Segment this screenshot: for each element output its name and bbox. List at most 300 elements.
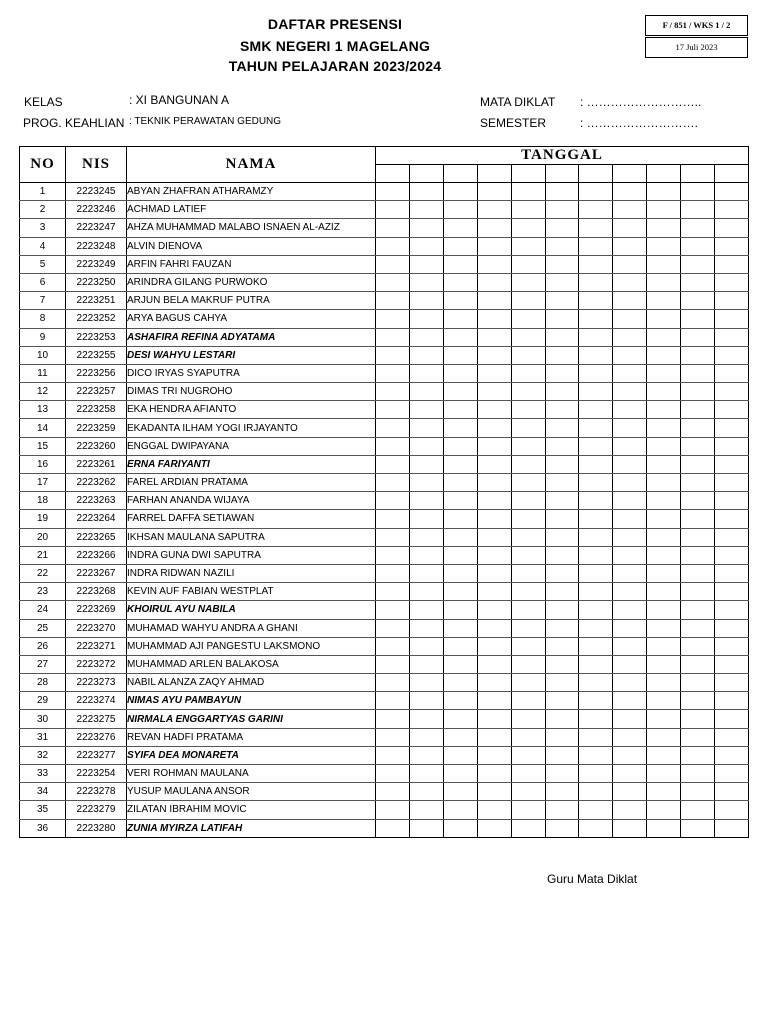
attendance-cell[interactable] [409,437,443,455]
attendance-cell[interactable] [681,510,715,528]
attendance-cell[interactable] [681,455,715,473]
attendance-cell[interactable] [376,237,410,255]
attendance-cell[interactable] [477,710,511,728]
attendance-cell[interactable] [376,692,410,710]
attendance-cell[interactable] [511,255,545,273]
attendance-cell[interactable] [579,474,613,492]
attendance-cell[interactable] [613,710,647,728]
attendance-cell[interactable] [443,783,477,801]
attendance-cell[interactable] [613,601,647,619]
attendance-cell[interactable] [613,255,647,273]
attendance-cell[interactable] [681,583,715,601]
attendance-cell[interactable] [613,455,647,473]
attendance-cell[interactable] [376,183,410,201]
attendance-cell[interactable] [545,419,579,437]
attendance-cell[interactable] [511,364,545,382]
attendance-cell[interactable] [477,419,511,437]
attendance-cell[interactable] [579,583,613,601]
attendance-cell[interactable] [579,219,613,237]
attendance-cell[interactable] [477,765,511,783]
attendance-cell[interactable] [443,328,477,346]
attendance-cell[interactable] [647,237,681,255]
attendance-cell[interactable] [715,564,749,582]
attendance-cell[interactable] [579,255,613,273]
attendance-cell[interactable] [545,583,579,601]
attendance-cell[interactable] [511,746,545,764]
attendance-cell[interactable] [715,746,749,764]
attendance-cell[interactable] [647,310,681,328]
attendance-cell[interactable] [613,564,647,582]
attendance-cell[interactable] [376,801,410,819]
attendance-cell[interactable] [715,819,749,837]
attendance-cell[interactable] [647,292,681,310]
date-column-header[interactable] [613,165,647,183]
attendance-cell[interactable] [715,728,749,746]
attendance-cell[interactable] [409,510,443,528]
attendance-cell[interactable] [376,510,410,528]
attendance-cell[interactable] [511,692,545,710]
attendance-cell[interactable] [511,583,545,601]
attendance-cell[interactable] [443,364,477,382]
attendance-cell[interactable] [443,692,477,710]
attendance-cell[interactable] [511,346,545,364]
attendance-cell[interactable] [579,546,613,564]
attendance-cell[interactable] [681,801,715,819]
attendance-cell[interactable] [376,746,410,764]
attendance-cell[interactable] [376,637,410,655]
attendance-cell[interactable] [545,237,579,255]
attendance-cell[interactable] [545,783,579,801]
attendance-cell[interactable] [613,546,647,564]
attendance-cell[interactable] [613,437,647,455]
attendance-cell[interactable] [443,201,477,219]
attendance-cell[interactable] [376,474,410,492]
attendance-cell[interactable] [681,692,715,710]
attendance-cell[interactable] [545,219,579,237]
attendance-cell[interactable] [477,528,511,546]
attendance-cell[interactable] [545,746,579,764]
attendance-cell[interactable] [681,310,715,328]
date-column-header[interactable] [443,165,477,183]
attendance-cell[interactable] [715,437,749,455]
attendance-cell[interactable] [681,255,715,273]
date-column-header[interactable] [715,165,749,183]
attendance-cell[interactable] [715,455,749,473]
attendance-cell[interactable] [647,346,681,364]
attendance-cell[interactable] [409,328,443,346]
attendance-cell[interactable] [579,492,613,510]
attendance-cell[interactable] [579,183,613,201]
attendance-cell[interactable] [443,310,477,328]
attendance-cell[interactable] [613,328,647,346]
attendance-cell[interactable] [477,383,511,401]
date-column-header[interactable] [511,165,545,183]
attendance-cell[interactable] [443,746,477,764]
attendance-cell[interactable] [477,783,511,801]
attendance-cell[interactable] [647,710,681,728]
attendance-cell[interactable] [545,637,579,655]
attendance-cell[interactable] [511,637,545,655]
attendance-cell[interactable] [409,346,443,364]
attendance-cell[interactable] [715,765,749,783]
attendance-cell[interactable] [443,728,477,746]
date-column-header[interactable] [681,165,715,183]
attendance-cell[interactable] [579,801,613,819]
attendance-cell[interactable] [443,455,477,473]
attendance-cell[interactable] [715,637,749,655]
attendance-cell[interactable] [409,619,443,637]
attendance-cell[interactable] [511,292,545,310]
attendance-cell[interactable] [579,510,613,528]
attendance-cell[interactable] [647,674,681,692]
attendance-cell[interactable] [443,619,477,637]
attendance-cell[interactable] [443,492,477,510]
attendance-cell[interactable] [409,783,443,801]
attendance-cell[interactable] [477,201,511,219]
attendance-cell[interactable] [715,492,749,510]
attendance-cell[interactable] [613,746,647,764]
attendance-cell[interactable] [613,383,647,401]
attendance-cell[interactable] [545,510,579,528]
attendance-cell[interactable] [511,401,545,419]
attendance-cell[interactable] [715,583,749,601]
attendance-cell[interactable] [681,546,715,564]
attendance-cell[interactable] [409,546,443,564]
attendance-cell[interactable] [409,474,443,492]
attendance-cell[interactable] [613,219,647,237]
attendance-cell[interactable] [681,710,715,728]
attendance-cell[interactable] [715,601,749,619]
attendance-cell[interactable] [647,219,681,237]
attendance-cell[interactable] [647,728,681,746]
attendance-cell[interactable] [579,655,613,673]
attendance-cell[interactable] [443,292,477,310]
attendance-cell[interactable] [477,819,511,837]
attendance-cell[interactable] [409,364,443,382]
attendance-cell[interactable] [443,510,477,528]
attendance-cell[interactable] [477,692,511,710]
attendance-cell[interactable] [376,674,410,692]
attendance-cell[interactable] [715,237,749,255]
attendance-cell[interactable] [376,310,410,328]
attendance-cell[interactable] [613,765,647,783]
attendance-cell[interactable] [376,728,410,746]
attendance-cell[interactable] [579,437,613,455]
attendance-cell[interactable] [715,328,749,346]
attendance-cell[interactable] [647,801,681,819]
attendance-cell[interactable] [477,564,511,582]
attendance-cell[interactable] [681,528,715,546]
attendance-cell[interactable] [647,474,681,492]
attendance-cell[interactable] [613,583,647,601]
attendance-cell[interactable] [409,765,443,783]
attendance-cell[interactable] [715,419,749,437]
attendance-cell[interactable] [613,674,647,692]
attendance-cell[interactable] [715,292,749,310]
attendance-cell[interactable] [443,183,477,201]
attendance-cell[interactable] [443,419,477,437]
attendance-cell[interactable] [545,328,579,346]
attendance-cell[interactable] [545,437,579,455]
attendance-cell[interactable] [579,364,613,382]
attendance-cell[interactable] [477,255,511,273]
attendance-cell[interactable] [477,492,511,510]
attendance-cell[interactable] [545,492,579,510]
attendance-cell[interactable] [443,237,477,255]
attendance-cell[interactable] [647,455,681,473]
attendance-cell[interactable] [409,601,443,619]
attendance-cell[interactable] [545,255,579,273]
attendance-cell[interactable] [376,437,410,455]
date-column-header[interactable] [376,165,410,183]
attendance-cell[interactable] [443,601,477,619]
attendance-cell[interactable] [647,273,681,291]
attendance-cell[interactable] [681,564,715,582]
attendance-cell[interactable] [511,674,545,692]
attendance-cell[interactable] [647,328,681,346]
attendance-cell[interactable] [545,692,579,710]
attendance-cell[interactable] [376,455,410,473]
attendance-cell[interactable] [511,383,545,401]
attendance-cell[interactable] [409,746,443,764]
attendance-cell[interactable] [409,528,443,546]
attendance-cell[interactable] [681,728,715,746]
attendance-cell[interactable] [681,601,715,619]
attendance-cell[interactable] [613,692,647,710]
attendance-cell[interactable] [511,655,545,673]
attendance-cell[interactable] [409,219,443,237]
attendance-cell[interactable] [477,619,511,637]
attendance-cell[interactable] [681,637,715,655]
date-column-header[interactable] [477,165,511,183]
attendance-cell[interactable] [545,201,579,219]
attendance-cell[interactable] [477,346,511,364]
attendance-cell[interactable] [613,183,647,201]
attendance-cell[interactable] [715,310,749,328]
attendance-cell[interactable] [545,674,579,692]
attendance-cell[interactable] [647,401,681,419]
attendance-cell[interactable] [613,292,647,310]
attendance-cell[interactable] [545,310,579,328]
attendance-cell[interactable] [545,801,579,819]
attendance-cell[interactable] [376,401,410,419]
attendance-cell[interactable] [443,564,477,582]
attendance-cell[interactable] [715,674,749,692]
attendance-cell[interactable] [681,655,715,673]
attendance-cell[interactable] [715,383,749,401]
date-column-header[interactable] [647,165,681,183]
attendance-cell[interactable] [715,401,749,419]
attendance-cell[interactable] [715,710,749,728]
attendance-cell[interactable] [477,728,511,746]
attendance-cell[interactable] [376,601,410,619]
attendance-cell[interactable] [579,292,613,310]
attendance-cell[interactable] [579,201,613,219]
attendance-cell[interactable] [477,674,511,692]
attendance-cell[interactable] [647,492,681,510]
attendance-cell[interactable] [681,364,715,382]
attendance-cell[interactable] [477,801,511,819]
attendance-cell[interactable] [477,219,511,237]
attendance-cell[interactable] [477,655,511,673]
attendance-cell[interactable] [443,528,477,546]
attendance-cell[interactable] [613,310,647,328]
attendance-cell[interactable] [613,783,647,801]
attendance-cell[interactable] [477,583,511,601]
attendance-cell[interactable] [579,346,613,364]
attendance-cell[interactable] [579,765,613,783]
attendance-cell[interactable] [545,528,579,546]
attendance-cell[interactable] [613,528,647,546]
attendance-cell[interactable] [376,546,410,564]
attendance-cell[interactable] [443,819,477,837]
attendance-cell[interactable] [613,237,647,255]
attendance-cell[interactable] [477,364,511,382]
attendance-cell[interactable] [443,583,477,601]
attendance-cell[interactable] [647,783,681,801]
attendance-cell[interactable] [715,201,749,219]
attendance-cell[interactable] [681,219,715,237]
attendance-cell[interactable] [545,728,579,746]
attendance-cell[interactable] [443,219,477,237]
attendance-cell[interactable] [443,546,477,564]
attendance-cell[interactable] [545,455,579,473]
attendance-cell[interactable] [613,637,647,655]
attendance-cell[interactable] [409,255,443,273]
attendance-cell[interactable] [681,819,715,837]
attendance-cell[interactable] [681,437,715,455]
attendance-cell[interactable] [681,419,715,437]
attendance-cell[interactable] [545,819,579,837]
attendance-cell[interactable] [613,474,647,492]
attendance-cell[interactable] [409,455,443,473]
attendance-cell[interactable] [376,201,410,219]
attendance-cell[interactable] [477,401,511,419]
attendance-cell[interactable] [409,383,443,401]
attendance-cell[interactable] [511,801,545,819]
attendance-cell[interactable] [715,655,749,673]
attendance-cell[interactable] [545,292,579,310]
attendance-cell[interactable] [613,346,647,364]
attendance-cell[interactable] [579,419,613,437]
attendance-cell[interactable] [715,255,749,273]
date-column-header[interactable] [579,165,613,183]
attendance-cell[interactable] [545,364,579,382]
attendance-cell[interactable] [579,401,613,419]
attendance-cell[interactable] [477,601,511,619]
attendance-cell[interactable] [579,310,613,328]
attendance-cell[interactable] [511,765,545,783]
attendance-cell[interactable] [647,564,681,582]
attendance-cell[interactable] [443,801,477,819]
attendance-cell[interactable] [647,364,681,382]
attendance-cell[interactable] [409,801,443,819]
attendance-cell[interactable] [477,746,511,764]
attendance-cell[interactable] [511,492,545,510]
attendance-cell[interactable] [376,328,410,346]
attendance-cell[interactable] [613,201,647,219]
attendance-cell[interactable] [376,273,410,291]
attendance-cell[interactable] [715,219,749,237]
attendance-cell[interactable] [511,546,545,564]
attendance-cell[interactable] [477,273,511,291]
attendance-cell[interactable] [376,346,410,364]
attendance-cell[interactable] [409,401,443,419]
attendance-cell[interactable] [511,710,545,728]
attendance-cell[interactable] [477,637,511,655]
attendance-cell[interactable] [409,492,443,510]
attendance-cell[interactable] [545,546,579,564]
attendance-cell[interactable] [613,492,647,510]
attendance-cell[interactable] [579,819,613,837]
attendance-cell[interactable] [511,619,545,637]
attendance-cell[interactable] [647,546,681,564]
attendance-cell[interactable] [376,819,410,837]
attendance-cell[interactable] [545,183,579,201]
attendance-cell[interactable] [715,783,749,801]
attendance-cell[interactable] [613,801,647,819]
attendance-cell[interactable] [715,619,749,637]
attendance-cell[interactable] [511,474,545,492]
attendance-cell[interactable] [545,273,579,291]
attendance-cell[interactable] [647,819,681,837]
attendance-cell[interactable] [647,619,681,637]
attendance-cell[interactable] [681,346,715,364]
attendance-cell[interactable] [443,383,477,401]
attendance-cell[interactable] [443,346,477,364]
attendance-cell[interactable] [613,273,647,291]
attendance-cell[interactable] [647,255,681,273]
attendance-cell[interactable] [477,510,511,528]
attendance-cell[interactable] [409,273,443,291]
attendance-cell[interactable] [579,746,613,764]
attendance-cell[interactable] [647,510,681,528]
attendance-cell[interactable] [613,655,647,673]
attendance-cell[interactable] [647,583,681,601]
attendance-cell[interactable] [376,564,410,582]
attendance-cell[interactable] [579,455,613,473]
attendance-cell[interactable] [376,255,410,273]
attendance-cell[interactable] [545,346,579,364]
attendance-cell[interactable] [376,419,410,437]
attendance-cell[interactable] [511,819,545,837]
attendance-cell[interactable] [409,692,443,710]
attendance-cell[interactable] [681,183,715,201]
attendance-cell[interactable] [647,692,681,710]
attendance-cell[interactable] [613,401,647,419]
attendance-cell[interactable] [443,637,477,655]
attendance-cell[interactable] [376,383,410,401]
attendance-cell[interactable] [409,655,443,673]
attendance-cell[interactable] [376,492,410,510]
attendance-cell[interactable] [376,292,410,310]
attendance-cell[interactable] [579,710,613,728]
attendance-cell[interactable] [613,364,647,382]
attendance-cell[interactable] [647,601,681,619]
attendance-cell[interactable] [409,292,443,310]
attendance-cell[interactable] [477,292,511,310]
attendance-cell[interactable] [613,510,647,528]
attendance-cell[interactable] [511,183,545,201]
attendance-cell[interactable] [477,546,511,564]
attendance-cell[interactable] [715,510,749,528]
attendance-cell[interactable] [613,419,647,437]
attendance-cell[interactable] [579,528,613,546]
attendance-cell[interactable] [681,746,715,764]
attendance-cell[interactable] [477,310,511,328]
attendance-cell[interactable] [477,437,511,455]
attendance-cell[interactable] [376,655,410,673]
